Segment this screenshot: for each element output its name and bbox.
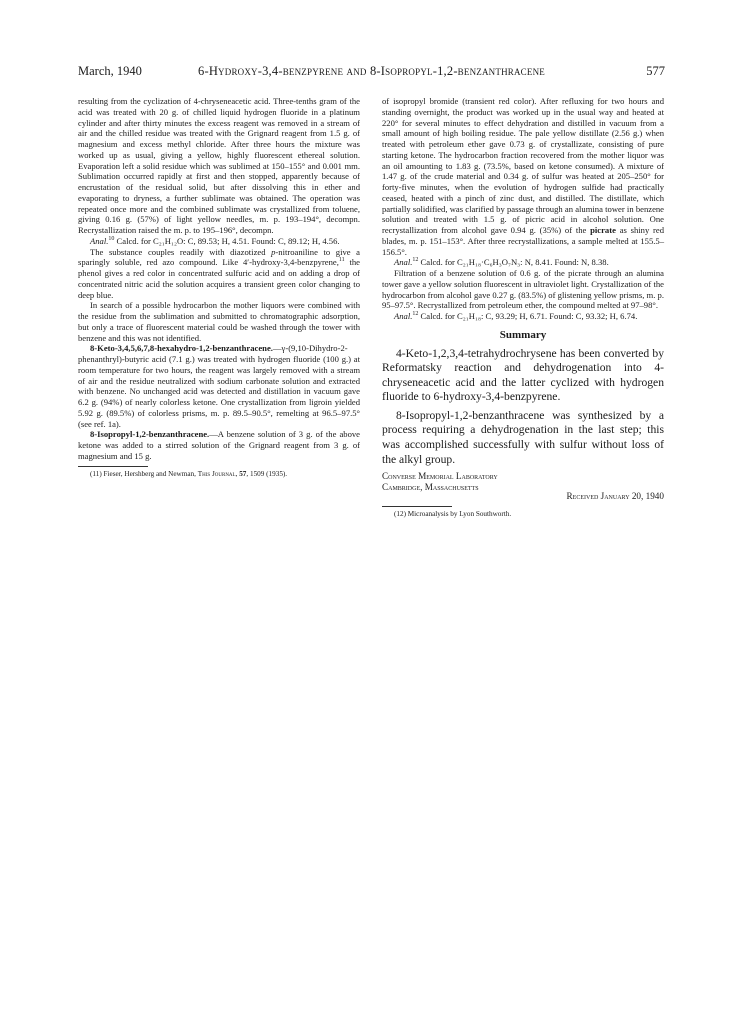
paragraph-reflux: [382, 96, 664, 257]
section-title: 8-Keto-3,4,5,6,7,8-hexahydro-1,2-benzanthracene.: [90, 343, 273, 354]
volume: 57: [239, 469, 247, 478]
footnote-rule: [382, 506, 452, 507]
section-isopropyl: [78, 429, 360, 461]
running-header: [78, 64, 665, 82]
paragraph-filtration: Filtration of a benzene solution of 0.6 g. of the picrate through an alumina tower gave a yellow solution fluorescent in ultraviolet light. Crystallization of the hydrocarbon from alcohol gave 0.27 g. (83.5%) of glistening yellow prisms, m. p. 95–97.5°. Recrystallized from petroleum ether, the compound melted at 97–98°.: [382, 268, 664, 311]
section-title: 8-Isopropyl-1,2-benzanthracene.: [90, 429, 210, 440]
right-column: [382, 96, 664, 519]
summary-paragraph: 4-Keto-1,2,3,4-tetrahydrochrysene has been converted by Reformatsky reaction and dehydrogenation into 4-chryseneacetic acid and the latter cyclized with hydrogen fluoride to 6-hydroxy-3,4-benzpyrene.: [382, 346, 664, 404]
text-run: the phenol gives a red color in concentrated sulfuric acid and on adding a drop of concentrated nitric acid the solution acquires a transient green color changing to deep blue.: [78, 257, 360, 300]
paragraph-search: In search of a possible hydrocarbon the mother liquors were combined with the residue from the sublimation and submitted to chromatographic adsorption, but only a trace of fluorescent material could be washed through the tower with benzene and this was not identified.: [78, 300, 360, 343]
footnote-12: (12) Microanalysis by Lyon Southworth.: [394, 510, 512, 518]
text-run: (9,10-Dihydro-2-phenanthryl)-butyric acid (7.1 g.) was treated with hydrogen fluoride (100 g.) at room temperature for two hours, the reagent was largely removed with a stream of air and the residue neutralized with sodium carbonate solution and extracted with benzene. No unchanged acid was detected and distillation in vacuum gave 6.2 g. (94%) of nearly colorless ketone. One crystallization from ligroin yielded 5.92 g. (89.5%) of colorless prisms, m. p. 89.5–90.5°, remelting at 96.5–97.5° (see ref. 1a).: [78, 343, 360, 429]
footnote-ref: 12: [412, 257, 419, 264]
left-column: [78, 96, 360, 479]
text-run: (11): [90, 469, 102, 478]
footnote-rule: [78, 466, 148, 467]
text-run: -nitroaniline to give a sparingly soluble, red azo compound. Like 4′-hydroxy-3,4-benzpyrene,: [78, 246, 360, 268]
analysis-line: [382, 311, 664, 322]
text-run: picrate: [590, 225, 616, 235]
text-run: —γ-: [272, 343, 289, 354]
anal-text: Calcd. for C₂₁H₁₂O: C, 89.53; H, 4.51. Found: C, 89.12; H, 4.56.: [114, 235, 340, 246]
page-number: 577: [646, 64, 665, 78]
footnote-ref: 11: [338, 257, 345, 264]
journal-name: This Journal: [197, 469, 236, 478]
footnote-ref: 12: [412, 311, 419, 318]
paragraph-cyclization: resulting from the cyclization of 4-chryseneacetic acid. Three-tenths gram of the acid was treated with 20 g. of chilled liquid hydrogen fluoride in a platinum cylinder and after thirty minutes the excess reagent was removed in a stream of air and the chilled residue was treated with the Grignard reagent from 1.5 g. of magnesium and excess methyl chloride. After three hours the mixture was worked up as usual, giving a yellow, highly fluorescent ethereal solution. Evaporation left a solid residue which was sublimed at 150–155° and 0.001 mm. Sublimation occurred rapidly at first and then stopped, apparently because of encrustation of the residual solid, but after dissolving this in ether and evaporating to dryness, a further sublimate was obtained. The operation was repeated once more and the combined sublimate was crystallized from toluene, giving 0.16 g. (57%) of light yellow needles, m. p. 193–194°, decompn. Recrystallization raised the m. p. to 195–196°, decompn.: [78, 96, 360, 235]
summary-heading: Summary: [499, 328, 547, 341]
text-run: of isopropyl bromide (transient red color). After refluxing for two hours and standing overnight, the product was worked up in the usual way and heated at 220° for several minutes to effect dehydration and distilled in vacuum from a small amount of high boiling residue. The pale yellow distillate (2.56 g.) when treated with petroleum ether gave 0.73 g. of crystallizate, consisting of pure starting ketone. The hydrocarbon fraction recovered from the mother liquor was an oil amounting to 1.83 g. (73.5%, based on ketone consumed). A mixture of 1.47 g. of the crude material and 0.34 g. of sulfur was heated at 205–250° for forty-five minutes, when the evolution of hydrogen sulfide had practically ceased, heated with a pinch of zinc dust, and distilled. The distillate, which partially solidified, was clarified by passage through an alumina tower in benzene solution and treated with 1.5 g. of picric acid in alcohol solution. One recrystallization from alcohol gave 0.94 g. (35%) of the: [382, 96, 664, 235]
received-date: Received January 20, 1940: [566, 491, 664, 502]
section-keto: [78, 343, 360, 429]
paragraph-coupling: [78, 247, 360, 301]
text-run: p: [271, 246, 276, 257]
header-date: March, 1940: [78, 64, 142, 78]
summary-paragraph: 8-Isopropyl-1,2-benzanthracene was synthesized by a process requiring a dehydrogenation in the last step; this was accomplished successfully with sulfur without loss of the alkyl group.: [382, 408, 664, 466]
laboratory-name: Converse Memorial Laboratory: [382, 471, 498, 482]
text-run: , 1509 (1935).: [246, 469, 288, 478]
anal-text: Calcd. for C₂₁H₁₈: C, 93.29; H, 6.71. Found: C, 93.32; H, 6.74.: [418, 311, 638, 321]
footnote-ref: 10: [108, 235, 115, 242]
analysis-line: [78, 236, 360, 247]
anal-label: Anal.: [90, 235, 109, 246]
text-run: Fieser, Hershberg and Newman,: [101, 469, 198, 478]
laboratory-city: Cambridge, Massachusetts: [382, 482, 479, 493]
text-run: as shiny red blades, m. p. 151–153°. After three recrystallizations, a sample melted at 155.5–156.5°.: [382, 225, 664, 257]
anal-label: Anal.: [394, 257, 413, 268]
anal-label: Anal.: [394, 311, 413, 321]
analysis-line: [382, 257, 664, 268]
text-run: ,: [235, 469, 240, 478]
anal-text: Calcd. for C₂₁H₁₈·C₆H₃O₇N₃: N, 8.41. Found: N, 8.38.: [418, 257, 609, 268]
header-title: 6-Hydroxy-3,4-benzpyrene and 8-Isopropyl-1,2-benzanthracene: [198, 64, 545, 78]
text-run: The substance couples readily with diazotized: [90, 246, 272, 257]
footnote-11: [78, 470, 360, 479]
text-run: —A benzene solution of 3 g. of the above ketone was added to a stirred solution of the Grignard reagent from 3 g. of magnesium and 15 g.: [78, 429, 360, 461]
summary-section: [382, 347, 664, 468]
